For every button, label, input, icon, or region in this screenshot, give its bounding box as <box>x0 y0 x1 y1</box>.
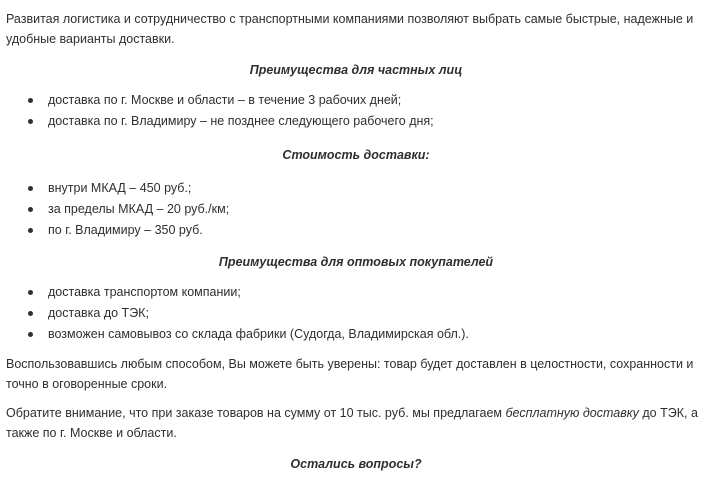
free-delivery-paragraph <box>6 403 706 443</box>
list-item-text: доставка по г. Москве и области – в течение 3 рабочих дней; <box>48 93 402 107</box>
bullet-icon <box>28 332 33 337</box>
free-delivery-text-end: до ТЭК, а также по г. Москве и области. <box>6 406 698 440</box>
bullet-icon <box>28 228 33 233</box>
list-item <box>28 303 706 324</box>
delivery-cost-heading: Стоимость доставки: <box>282 148 430 162</box>
bullet-icon <box>28 290 33 295</box>
list-item <box>28 178 706 199</box>
wholesale-list <box>6 282 706 345</box>
list-item-text: доставка по г. Владимиру – не позднее следующего рабочего дня; <box>48 114 434 128</box>
free-delivery-text: Обратите внимание, что при заказе товаров на сумму от 10 тыс. руб. мы предлагаем <box>6 406 506 420</box>
list-item <box>28 111 706 132</box>
bullet-icon <box>28 207 33 212</box>
list-item-text: возможен самовывоз со склада фабрики (Судогда, Владимирская обл.). <box>48 327 469 341</box>
free-delivery-emphasis: бесплатную доставку <box>505 406 639 420</box>
list-item-text: внутри МКАД – 450 руб.; <box>48 181 192 195</box>
private-clients-heading: Преимущества для частных лиц <box>249 63 463 77</box>
list-item <box>28 220 706 241</box>
guarantee-paragraph: Воспользовавшись любым способом, Вы можете быть уверены: товар будет доставлен в целостности, сохранности и точно в оговоренные сроки. <box>6 357 694 391</box>
list-item-text: за пределы МКАД – 20 руб./км; <box>48 202 230 216</box>
wholesale-heading: Преимущества для оптовых покупателей <box>218 255 494 269</box>
bullet-icon <box>28 186 33 191</box>
list-item <box>28 90 706 111</box>
intro-paragraph: Развитая логистика и сотрудничество с транспортными компаниями позволяют выбрать самые быстрые, надежные и удобные варианты доставки. <box>6 12 694 46</box>
list-item-text: доставка до ТЭК; <box>48 306 149 320</box>
delivery-cost-list <box>6 178 706 241</box>
list-item <box>28 282 706 303</box>
questions-heading: Остались вопросы? <box>290 457 422 471</box>
private-clients-list <box>6 90 706 132</box>
list-item <box>28 324 706 345</box>
list-item-text: по г. Владимиру – 350 руб. <box>48 223 203 237</box>
list-item-text: доставка транспортом компании; <box>48 285 241 299</box>
bullet-icon <box>28 311 33 316</box>
bullet-icon <box>28 98 33 103</box>
bullet-icon <box>28 119 33 124</box>
list-item <box>28 199 706 220</box>
